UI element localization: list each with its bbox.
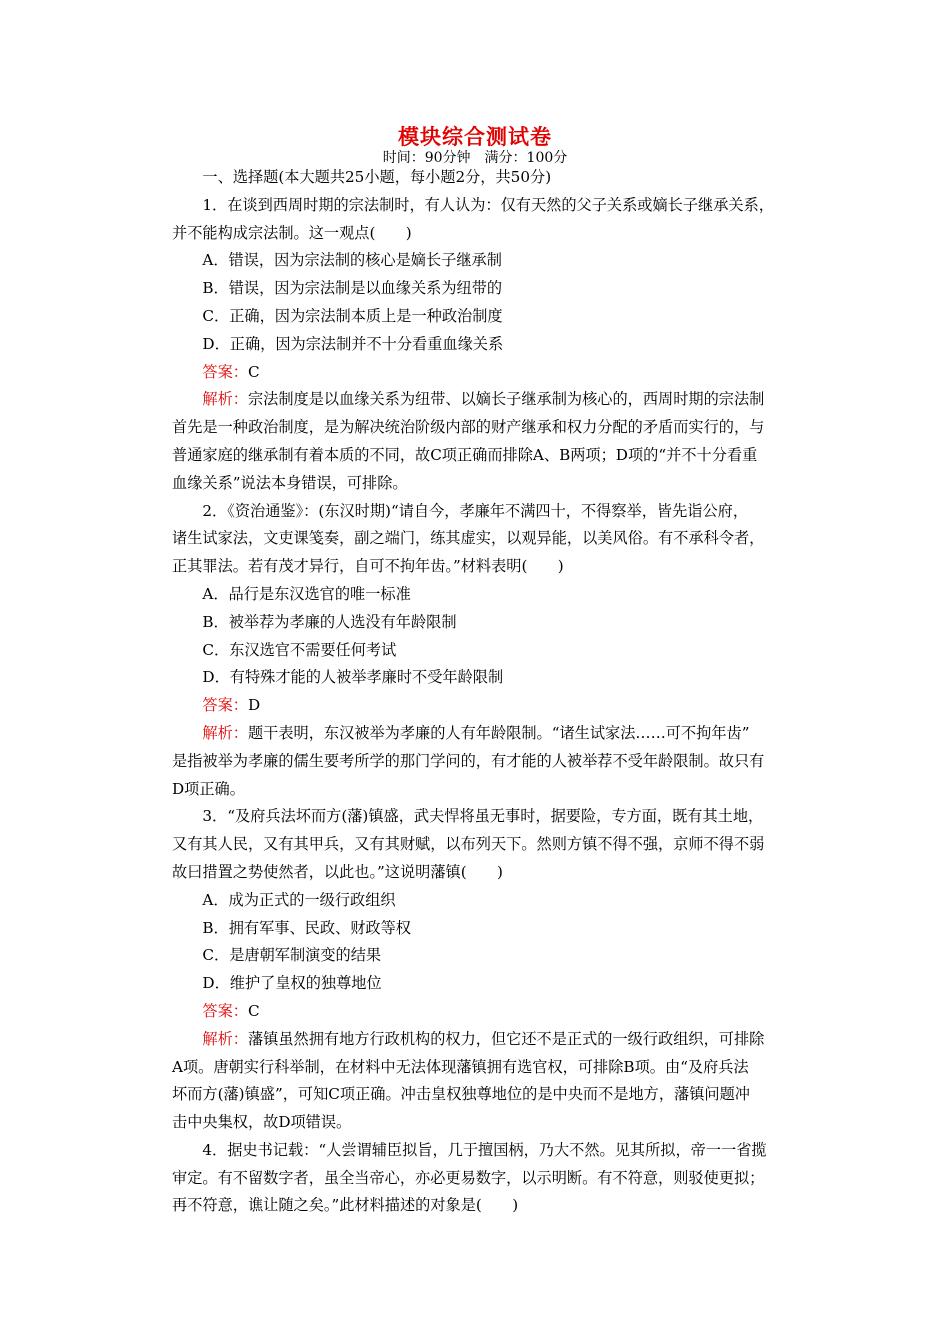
question-3: [172, 803, 812, 1137]
question-1: [172, 192, 812, 498]
answer-value: D: [247, 696, 261, 715]
answer-value: C: [247, 1001, 260, 1020]
question-stem-line: 4．据史书记载：“人尝谓辅臣拟旨，几于擅国柄，乃大不然。见其所拟，帝一一省揽: [202, 1140, 767, 1159]
analysis-label: 解析：: [202, 1029, 248, 1048]
section-heading: 一、选择题(本大题共25小题，每小题2分，共50分): [202, 168, 552, 186]
option-d: D．有特殊才能的人被举孝廉时不受年龄限制: [202, 668, 504, 687]
answer-line: [172, 998, 812, 1026]
option-a: A．品行是东汉选官的唯一标准: [202, 584, 411, 603]
question-stem-line: 3．“及府兵法坏而方(藩)镇盛，武夫悍将虽无事时，据要险，专方面，既有其土地，: [202, 807, 764, 826]
option-a: A．成为正式的一级行政组织: [202, 890, 396, 909]
document-body: [172, 164, 812, 1220]
option-b: B．错误，因为宗法制是以血缘关系为纽带的: [202, 279, 503, 298]
analysis-text: 藩镇虽然拥有地方行政机构的权力，但它还不是正式的一级行政组织，可排除: [247, 1029, 765, 1048]
analysis-line: [172, 386, 812, 414]
analysis-line: 坏而方(藩)镇盛”，可知C项正确。冲击皇权独尊地位的是中央而不是地方，藩镇问题冲: [172, 1085, 750, 1104]
option-c: C．是唐朝军制演变的结果: [202, 946, 382, 965]
question-stem-line: 故曰措置之势使然者，以此也。”这说明藩镇( ): [172, 862, 503, 881]
analysis-line: A项。唐朝实行科举制，在材料中无法体现藩镇拥有选官权，可排除B项。由“及府兵法: [172, 1057, 749, 1076]
answer-label: 答案：: [202, 362, 248, 381]
answer-line: [172, 692, 812, 720]
option-c: C．正确，因为宗法制本质上是一种政治制度: [202, 306, 503, 325]
option-d: D．正确，因为宗法制并不十分看重血缘关系: [202, 334, 504, 353]
analysis-line: 普通家庭的继承制有着本质的不同，故C项正确而排除A、B两项；D项的“并不十分看重: [172, 445, 758, 464]
analysis-line: D项正确。: [172, 779, 245, 798]
answer-line: [172, 359, 812, 387]
question-2: [172, 498, 812, 804]
answer-value: C: [247, 362, 260, 381]
analysis-line: 首先是一种政治制度，是为解决统治阶级内部的财产继承和权力分配的矛盾而实行的，与: [172, 418, 765, 437]
analysis-line: 击中央集权，故D项错误。: [172, 1113, 352, 1132]
document-subtitle: 时间：90分钟 满分：100分: [382, 150, 568, 166]
analysis-label: 解析：: [202, 723, 248, 742]
analysis-line: [172, 1026, 812, 1054]
option-b: B．拥有军事、民政、财政等权: [202, 918, 411, 937]
analysis-line: 血缘关系”说法本身错误，可排除。: [172, 473, 408, 492]
question-stem-line: 又有其人民，又有其甲兵，又有其财赋，以布列天下。然则方镇不得不强，京师不得不弱: [172, 835, 765, 854]
analysis-text: 宗法制度是以血缘关系为纽带、以嫡长子继承制为核心的，西周时期的宗法制: [247, 390, 765, 409]
analysis-line: [172, 720, 812, 748]
question-stem-line: 并不能构成宗法制。这一观点( ): [172, 223, 412, 242]
option-d: D．维护了皇权的独尊地位: [202, 974, 382, 993]
document-title: 模块综合测试卷: [398, 124, 552, 149]
option-b: B．被举荐为孝廉的人选没有年龄限制: [202, 612, 457, 631]
question-stem-line: 再不符意，谯让随之矣。”此材料描述的对象是( ): [172, 1196, 519, 1215]
question-stem-line: 2．《资治通鉴》：(东汉时期)“请自今，孝廉年不满四十，不得察举，皆先诣公府，: [202, 501, 749, 520]
question-4: [172, 1137, 812, 1220]
option-c: C．东汉选官不需要任何考试: [202, 640, 397, 659]
option-a: A．错误，因为宗法制的核心是嫡长子继承制: [202, 251, 502, 270]
answer-label: 答案：: [202, 696, 248, 715]
answer-label: 答案：: [202, 1001, 248, 1020]
analysis-label: 解析：: [202, 390, 248, 409]
question-stem-line: 审定。有不留数字者，虽全当帝心，亦必更易数字，以示明断。有不符意，则驳使更拟；: [172, 1168, 765, 1187]
analysis-line: 是指被举为孝廉的儒生要考所学的那门学问的，有才能的人被举荐不受年龄限制。故只有: [172, 751, 765, 770]
question-stem-line: 诸生试家法，文吏课笺奏，副之端门，练其虚实，以观异能，以美风俗。有不承科令者，: [172, 529, 765, 548]
question-stem-line: 1．在谈到西周时期的宗法制时，有人认为：仅有天然的父子关系或嫡长子继承关系，: [202, 195, 774, 214]
question-stem-line: 正其罪法。若有茂才异行，自可不拘年齿。”材料表明( ): [172, 557, 564, 576]
analysis-text: 题干表明，东汉被举为孝廉的人有年龄限制。“诸生试家法……可不拘年齿”: [247, 723, 750, 742]
